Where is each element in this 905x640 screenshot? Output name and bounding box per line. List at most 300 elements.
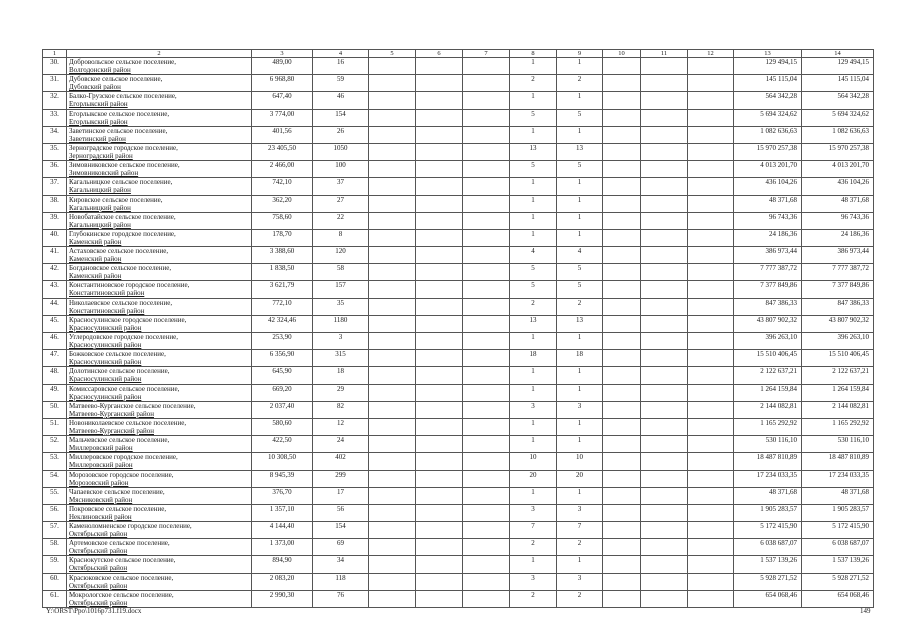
empty-cell (369, 539, 416, 556)
empty-cell (603, 298, 641, 315)
empty-cell (688, 178, 734, 195)
cell-col-9: 3 (557, 573, 603, 590)
empty-cell (641, 590, 688, 607)
row-number: 32. (43, 92, 67, 109)
cell-col-9: 13 (557, 315, 603, 332)
empty-cell (688, 418, 734, 435)
cell-col-8: 7 (510, 522, 557, 539)
cell-col-9: 2 (557, 75, 603, 92)
cell-col-4: 16 (313, 58, 369, 75)
empty-cell (369, 247, 416, 264)
empty-cell (688, 539, 734, 556)
empty-cell (416, 418, 463, 435)
cell-col-8: 1 (510, 195, 557, 212)
cell-col-14: 24 186,36 (802, 229, 874, 246)
table-row (43, 195, 874, 212)
table-row (43, 556, 874, 573)
empty-cell (416, 487, 463, 504)
empty-cell (369, 418, 416, 435)
district-name: Красносулинский район (69, 358, 142, 367)
column-header-3: 3 (252, 50, 313, 58)
empty-cell (463, 590, 510, 607)
cell-col-8: 5 (510, 109, 557, 126)
district-name: Кагальницкий район (69, 186, 131, 195)
cell-col-4: 58 (313, 264, 369, 281)
row-number: 57. (43, 522, 67, 539)
district-name: Егорлыкский район (69, 117, 128, 126)
cell-col-13: 436 104,26 (734, 178, 802, 195)
cell-col-13: 386 973,44 (734, 247, 802, 264)
cell-col-3: 2 466,00 (252, 161, 313, 178)
settlement-name (67, 229, 252, 246)
empty-cell (688, 298, 734, 315)
cell-col-3: 23 405,50 (252, 143, 313, 160)
cell-col-9: 18 (557, 350, 603, 367)
row-number: 38. (43, 195, 67, 212)
cell-col-13: 18 487 810,89 (734, 453, 802, 470)
empty-cell (369, 195, 416, 212)
cell-col-9: 5 (557, 264, 603, 281)
cell-col-3: 3 621,79 (252, 281, 313, 298)
empty-cell (463, 92, 510, 109)
cell-col-3: 1 838,50 (252, 264, 313, 281)
cell-col-14: 1 082 636,63 (802, 126, 874, 143)
cell-col-13: 15 970 257,38 (734, 143, 802, 160)
cell-col-3: 10 308,50 (252, 453, 313, 470)
settlement-title: Зимовниковское сельское поселение, (69, 161, 180, 170)
row-number: 59. (43, 556, 67, 573)
empty-cell (688, 556, 734, 573)
cell-col-13: 17 234 033,35 (734, 470, 802, 487)
cell-col-9: 1 (557, 126, 603, 143)
empty-cell (416, 143, 463, 160)
cell-col-9: 1 (557, 58, 603, 75)
settlement-name (67, 161, 252, 178)
cell-col-14: 1 165 292,92 (802, 418, 874, 435)
district-name: Зерноградский район (69, 151, 133, 160)
cell-col-4: 100 (313, 161, 369, 178)
cell-col-13: 1 264 159,84 (734, 384, 802, 401)
empty-cell (641, 504, 688, 521)
empty-cell (463, 522, 510, 539)
cell-col-14: 18 487 810,89 (802, 453, 874, 470)
cell-col-4: 37 (313, 178, 369, 195)
row-number: 34. (43, 126, 67, 143)
row-number: 44. (43, 298, 67, 315)
empty-cell (369, 126, 416, 143)
empty-cell (369, 453, 416, 470)
empty-cell (641, 522, 688, 539)
district-name: Егорлыкский район (69, 100, 128, 109)
empty-cell (641, 350, 688, 367)
cell-col-4: 17 (313, 487, 369, 504)
cell-col-4: 154 (313, 522, 369, 539)
district-name: Каменский район (69, 272, 122, 281)
empty-cell (603, 75, 641, 92)
cell-col-8: 2 (510, 298, 557, 315)
empty-cell (416, 436, 463, 453)
cell-col-13: 1 082 636,63 (734, 126, 802, 143)
district-name: Кагальницкий район (69, 203, 131, 212)
cell-col-14: 5 928 271,52 (802, 573, 874, 590)
cell-col-14: 48 371,68 (802, 487, 874, 504)
empty-cell (416, 298, 463, 315)
settlement-title: Красюковское сельское поселение, (69, 573, 174, 582)
cell-col-14: 15 970 257,38 (802, 143, 874, 160)
table-row (43, 315, 874, 332)
district-name: Октябрьский район (69, 530, 128, 539)
row-number: 35. (43, 143, 67, 160)
empty-cell (416, 178, 463, 195)
table-row (43, 333, 874, 350)
settlement-title: Углеродовское городское поселение, (69, 333, 178, 341)
cell-col-14: 847 386,33 (802, 298, 874, 315)
cell-col-13: 1 905 283,57 (734, 504, 802, 521)
table-row (43, 590, 874, 607)
cell-col-13: 5 694 324,62 (734, 109, 802, 126)
empty-cell (369, 178, 416, 195)
cell-col-9: 13 (557, 143, 603, 160)
cell-col-8: 1 (510, 58, 557, 75)
settlement-name (67, 453, 252, 470)
cell-col-14: 386 973,44 (802, 247, 874, 264)
table-row (43, 453, 874, 470)
table-row (43, 298, 874, 315)
empty-cell (603, 212, 641, 229)
table-row (43, 229, 874, 246)
cell-col-14: 43 807 902,32 (802, 315, 874, 332)
settlement-name (67, 384, 252, 401)
cell-col-4: 34 (313, 556, 369, 573)
table-row (43, 143, 874, 160)
cell-col-13: 48 371,68 (734, 195, 802, 212)
cell-col-13: 15 510 406,45 (734, 350, 802, 367)
empty-cell (603, 470, 641, 487)
table-row (43, 109, 874, 126)
empty-cell (369, 212, 416, 229)
empty-cell (641, 161, 688, 178)
empty-cell (463, 109, 510, 126)
cell-col-14: 530 116,10 (802, 436, 874, 453)
cell-col-9: 1 (557, 556, 603, 573)
empty-cell (641, 315, 688, 332)
cell-col-4: 69 (313, 539, 369, 556)
empty-cell (603, 539, 641, 556)
row-number: 50. (43, 401, 67, 418)
empty-cell (641, 281, 688, 298)
cell-col-9: 1 (557, 212, 603, 229)
district-name: Октябрьский район (69, 598, 128, 607)
cell-col-8: 1 (510, 418, 557, 435)
settlement-name (67, 487, 252, 504)
cell-col-14: 654 068,46 (802, 590, 874, 607)
empty-cell (688, 573, 734, 590)
empty-cell (369, 315, 416, 332)
empty-cell (463, 126, 510, 143)
empty-cell (688, 281, 734, 298)
cell-col-4: 118 (313, 573, 369, 590)
empty-cell (463, 264, 510, 281)
cell-col-8: 1 (510, 436, 557, 453)
empty-cell (463, 573, 510, 590)
row-number: 58. (43, 539, 67, 556)
cell-col-3: 1 373,00 (252, 539, 313, 556)
district-name: Зимовниковский район (69, 169, 139, 178)
empty-cell (688, 367, 734, 384)
row-number: 41. (43, 247, 67, 264)
row-number: 60. (43, 573, 67, 590)
empty-cell (641, 126, 688, 143)
cell-col-4: 120 (313, 247, 369, 264)
cell-col-3: 647,40 (252, 92, 313, 109)
district-name: Миллеровский район (69, 444, 133, 453)
column-header-9: 9 (557, 50, 603, 58)
empty-cell (369, 384, 416, 401)
empty-cell (416, 333, 463, 350)
empty-cell (603, 58, 641, 75)
district-name: Красносулинский район (69, 323, 142, 332)
empty-cell (603, 281, 641, 298)
empty-cell (369, 161, 416, 178)
cell-col-9: 5 (557, 109, 603, 126)
cell-col-14: 564 342,28 (802, 92, 874, 109)
table-row (43, 384, 874, 401)
settlement-name (67, 75, 252, 92)
empty-cell (603, 333, 641, 350)
empty-cell (463, 367, 510, 384)
empty-cell (603, 401, 641, 418)
empty-cell (463, 315, 510, 332)
row-number: 54. (43, 470, 67, 487)
district-name: Кагальницкий район (69, 220, 131, 229)
empty-cell (603, 556, 641, 573)
settlement-name (67, 556, 252, 573)
cell-col-14: 1 537 139,26 (802, 556, 874, 573)
empty-cell (369, 522, 416, 539)
cell-col-14: 4 013 201,70 (802, 161, 874, 178)
empty-cell (641, 212, 688, 229)
empty-cell (463, 195, 510, 212)
settlement-title: Зерноградское городское поселение, (69, 143, 178, 152)
empty-cell (603, 487, 641, 504)
column-header-7: 7 (463, 50, 510, 58)
cell-col-3: 489,00 (252, 58, 313, 75)
empty-cell (641, 178, 688, 195)
settlement-name (67, 264, 252, 281)
empty-cell (688, 590, 734, 607)
cell-col-8: 1 (510, 126, 557, 143)
cell-col-8: 5 (510, 161, 557, 178)
empty-cell (641, 401, 688, 418)
cell-col-8: 4 (510, 247, 557, 264)
empty-cell (369, 58, 416, 75)
cell-col-13: 145 115,04 (734, 75, 802, 92)
page-number: 149 (860, 607, 871, 615)
settlement-title: Кировское сельское поселение, (69, 195, 163, 204)
empty-cell (463, 143, 510, 160)
cell-col-4: 157 (313, 281, 369, 298)
table-row (43, 264, 874, 281)
cell-col-3: 8 945,39 (252, 470, 313, 487)
empty-cell (416, 315, 463, 332)
settlement-title: Миллеровское городское поселение, (69, 453, 178, 462)
cell-col-8: 13 (510, 143, 557, 160)
empty-cell (416, 401, 463, 418)
cell-col-3: 253,90 (252, 333, 313, 350)
row-number: 47. (43, 350, 67, 367)
cell-col-9: 1 (557, 384, 603, 401)
settlement-title: Кагальницкое сельское поселение, (69, 178, 173, 187)
cell-col-4: 154 (313, 109, 369, 126)
column-header-13: 13 (734, 50, 802, 58)
empty-cell (369, 333, 416, 350)
cell-col-8: 5 (510, 281, 557, 298)
empty-cell (603, 350, 641, 367)
row-number: 40. (43, 229, 67, 246)
cell-col-8: 2 (510, 590, 557, 607)
empty-cell (463, 487, 510, 504)
settlement-name (67, 590, 252, 607)
column-header-8: 8 (510, 50, 557, 58)
cell-col-3: 2 037,40 (252, 401, 313, 418)
empty-cell (463, 58, 510, 75)
empty-cell (603, 367, 641, 384)
cell-col-13: 530 116,10 (734, 436, 802, 453)
cell-col-14: 7 777 387,72 (802, 264, 874, 281)
row-number: 52. (43, 436, 67, 453)
column-header-11: 11 (641, 50, 688, 58)
empty-cell (416, 350, 463, 367)
empty-cell (688, 350, 734, 367)
empty-cell (463, 281, 510, 298)
empty-cell (688, 470, 734, 487)
cell-col-9: 7 (557, 522, 603, 539)
district-name: Константиновский район (69, 306, 145, 315)
empty-cell (416, 504, 463, 521)
empty-cell (603, 573, 641, 590)
cell-col-9: 1 (557, 229, 603, 246)
empty-cell (688, 229, 734, 246)
settlement-title: Комиссаровское сельское поселение, (69, 384, 180, 393)
cell-col-8: 3 (510, 504, 557, 521)
empty-cell (641, 436, 688, 453)
settlement-title: Божковское сельское поселение, (69, 350, 166, 359)
district-name: Заветинский район (69, 134, 126, 143)
cell-col-4: 402 (313, 453, 369, 470)
empty-cell (603, 418, 641, 435)
cell-col-3: 669,20 (252, 384, 313, 401)
row-number: 51. (43, 418, 67, 435)
cell-col-8: 5 (510, 264, 557, 281)
settlement-name (67, 539, 252, 556)
cell-col-8: 13 (510, 315, 557, 332)
empty-cell (603, 109, 641, 126)
cell-col-4: 3 (313, 333, 369, 350)
row-number: 49. (43, 384, 67, 401)
settlement-title: Константиновское городское поселение, (69, 281, 190, 290)
cell-col-8: 1 (510, 556, 557, 573)
table-row (43, 161, 874, 178)
cell-col-8: 10 (510, 453, 557, 470)
empty-cell (369, 590, 416, 607)
settlement-title: Добровольское сельское поселение, (69, 58, 177, 66)
row-number: 61. (43, 590, 67, 607)
column-header-14: 14 (802, 50, 874, 58)
cell-col-14: 5 694 324,62 (802, 109, 874, 126)
settlement-title: Богдановское сельское поселение, (69, 264, 172, 273)
settlement-title: Дубовское сельское поселение, (69, 75, 163, 84)
empty-cell (688, 504, 734, 521)
empty-cell (463, 384, 510, 401)
cell-col-9: 1 (557, 178, 603, 195)
table-row (43, 401, 874, 418)
cell-col-4: 29 (313, 384, 369, 401)
cell-col-9: 10 (557, 453, 603, 470)
settlement-name (67, 436, 252, 453)
cell-col-14: 2 122 637,21 (802, 367, 874, 384)
empty-cell (603, 436, 641, 453)
settlement-title: Морозовское городское поселение, (69, 470, 174, 479)
empty-cell (369, 75, 416, 92)
settlement-title: Мокрологское сельское поселение, (69, 590, 174, 599)
cell-col-9: 1 (557, 367, 603, 384)
cell-col-3: 645,90 (252, 367, 313, 384)
district-name: Матвеево-Курганский район (69, 426, 154, 435)
row-number: 45. (43, 315, 67, 332)
cell-col-13: 5 928 271,52 (734, 573, 802, 590)
table-row (43, 522, 874, 539)
empty-cell (369, 92, 416, 109)
empty-cell (369, 401, 416, 418)
empty-cell (369, 367, 416, 384)
empty-cell (603, 126, 641, 143)
cell-col-3: 6 968,80 (252, 75, 313, 92)
empty-cell (463, 401, 510, 418)
settlement-title: Краснокутское сельское поселение, (69, 556, 176, 565)
empty-cell (641, 247, 688, 264)
cell-col-4: 82 (313, 401, 369, 418)
cell-col-14: 96 743,36 (802, 212, 874, 229)
empty-cell (603, 229, 641, 246)
empty-cell (641, 573, 688, 590)
cell-col-9: 5 (557, 161, 603, 178)
district-name: Каменский район (69, 255, 122, 264)
cell-col-3: 422,50 (252, 436, 313, 453)
empty-cell (463, 470, 510, 487)
row-number: 37. (43, 178, 67, 195)
settlement-name (67, 92, 252, 109)
cell-col-9: 5 (557, 281, 603, 298)
empty-cell (688, 384, 734, 401)
settlement-title: Егорлыкское сельское поселение, (69, 109, 170, 118)
settlement-title: Новониколаевское сельское поселение, (69, 418, 187, 427)
district-name: Константиновский район (69, 289, 145, 298)
empty-cell (463, 75, 510, 92)
table-row (43, 350, 874, 367)
cell-col-13: 6 038 687,07 (734, 539, 802, 556)
empty-cell (369, 350, 416, 367)
table-row (43, 470, 874, 487)
empty-cell (463, 453, 510, 470)
empty-cell (641, 92, 688, 109)
cell-col-8: 3 (510, 573, 557, 590)
column-header-5: 5 (369, 50, 416, 58)
empty-cell (688, 126, 734, 143)
cell-col-14: 145 115,04 (802, 75, 874, 92)
cell-col-14: 6 038 687,07 (802, 539, 874, 556)
settlement-title: Мальчевское сельское поселение, (69, 436, 170, 445)
table-row (43, 75, 874, 92)
